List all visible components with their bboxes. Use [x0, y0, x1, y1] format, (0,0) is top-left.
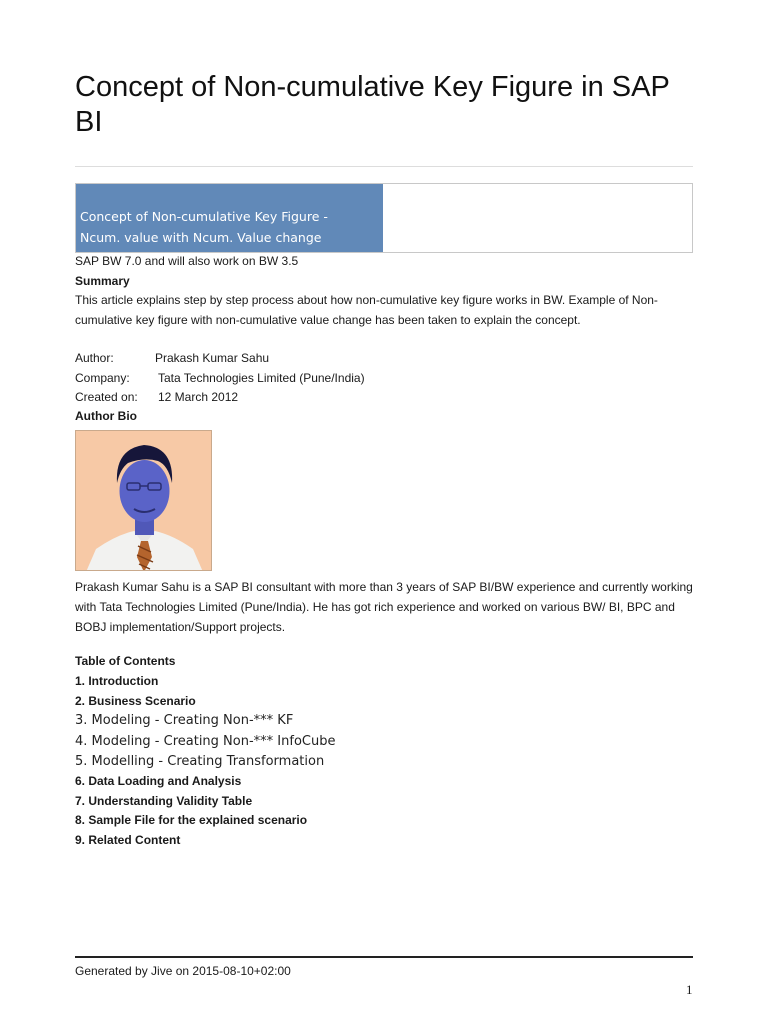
person-portrait-icon — [76, 431, 212, 571]
summary-heading: Summary — [75, 274, 130, 288]
toc-item[interactable]: 2. Business Scenario — [75, 694, 196, 708]
toc-item[interactable]: 4. Modeling - Creating Non-*** InfoCube — [75, 734, 336, 749]
applies-to-text: SAP BW 7.0 and will also work on BW 3.5 — [75, 254, 299, 268]
toc-item[interactable]: 5. Modelling - Creating Transformation — [75, 754, 325, 769]
meta-label: Author: — [75, 351, 114, 365]
toc-item[interactable]: 7. Understanding Validity Table — [75, 794, 253, 808]
meta-created — [75, 387, 238, 407]
page-number: 1 — [686, 982, 693, 997]
bio-text: Prakash Kumar Sahu is a SAP BI consultant with more than 3 years of SAP BI/BW experience and currently working with Tata Technologies Limited (Pune/India). He has got rich experience and worked on various BW/ BI, BPC and BOBJ implementation/Support projects. — [75, 580, 693, 634]
toc-item[interactable]: 1. Introduction — [75, 674, 159, 688]
title-divider — [75, 166, 693, 167]
toc-heading: Table of Contents — [75, 654, 176, 668]
author-photo — [75, 430, 212, 571]
toc-item[interactable]: 8. Sample File for the explained scenario — [75, 813, 308, 827]
footer-divider — [75, 956, 693, 958]
toc-item[interactable]: 3. Modeling - Creating Non-*** KF — [75, 713, 294, 728]
meta-label: Company: — [75, 371, 130, 385]
footer-generated: Generated by Jive on 2015-08-10+02:00 — [75, 964, 291, 978]
summary-text: This article explains step by step process about how non-cumulative key figure works in BW. Example of Non-cumulative key figure with non-cumulative value change has been taken to explain the concept. — [75, 293, 658, 327]
header-cell-empty — [383, 184, 692, 252]
author-bio-heading: Author Bio — [75, 409, 137, 423]
page-title: Concept of Non-cumulative Key Figure in SAP BI — [75, 71, 670, 138]
header-table — [75, 183, 693, 253]
meta-company — [75, 368, 365, 388]
toc-item[interactable]: 6. Data Loading and Analysis — [75, 774, 242, 788]
meta-label: Created on: — [75, 390, 138, 404]
meta-value: Prakash Kumar Sahu — [155, 351, 270, 365]
meta-author — [75, 348, 269, 368]
meta-value: 12 March 2012 — [158, 390, 239, 404]
toc-item[interactable]: 9. Related Content — [75, 833, 181, 847]
meta-value: Tata Technologies Limited (Pune/India) — [158, 371, 365, 385]
header-cell-title: Concept of Non-cumulative Key Figure - Ncum. value with Ncum. Value change — [76, 184, 383, 252]
